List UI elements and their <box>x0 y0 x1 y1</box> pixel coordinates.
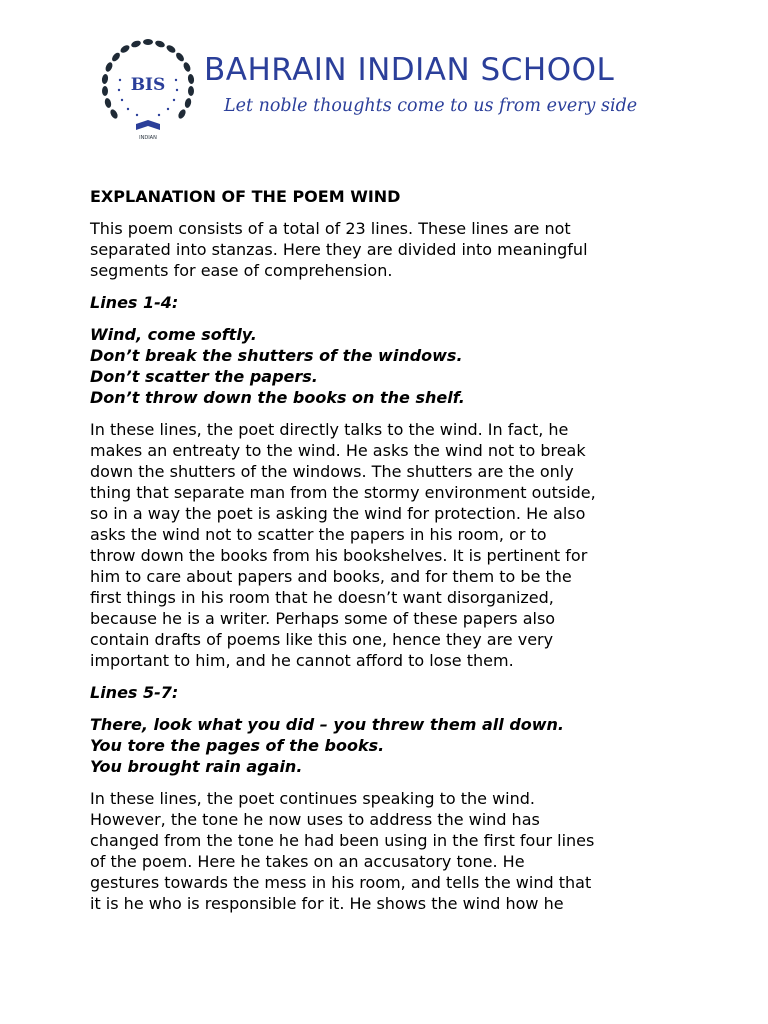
verse-line: Don’t throw down the books on the shelf. <box>90 388 465 407</box>
verse-line: You brought rain again. <box>90 757 303 776</box>
text-line: him to care about papers and books, and for them to be the <box>90 567 572 586</box>
text-line: important to him, and he cannot afford to lose them. <box>90 651 514 670</box>
text-line: However, the tone he now uses to address the wind has <box>90 810 540 829</box>
poem-verse <box>90 714 690 777</box>
verse-line: There, look what you did – you threw them all down. <box>90 715 565 734</box>
text-line: segments for ease of comprehension. <box>90 261 393 280</box>
explanation-paragraph <box>90 788 690 914</box>
text-line: In these lines, the poet continues speaking to the wind. <box>90 789 535 808</box>
explanation-paragraph <box>90 419 690 671</box>
text-line: makes an entreaty to the wind. He asks the wind not to break <box>90 441 586 460</box>
text-line: changed from the tone he had been using in the first four lines <box>90 831 595 850</box>
school-motto: Let noble thoughts come to us from every side <box>224 96 638 116</box>
section-heading: Lines 1-4: <box>90 293 179 312</box>
logo-initials: BIS <box>130 75 166 95</box>
text-line: down the shutters of the windows. The shutters are the only <box>90 462 574 481</box>
text-line: contain drafts of poems like this one, hence they are very <box>90 630 554 649</box>
text-line: so in a way the poet is asking the wind for protection. He also <box>90 504 586 523</box>
text-line: throw down the books from his bookshelves. It is pertinent for <box>90 546 588 565</box>
poem-verse <box>90 324 690 408</box>
text-line: it is he who is responsible for it. He shows the wind how he <box>90 894 564 913</box>
verse-line: Don’t break the shutters of the windows. <box>90 346 463 365</box>
school-name: BAHRAIN INDIAN SCHOOL <box>204 52 615 88</box>
text-line: thing that separate man from the stormy environment outside, <box>90 483 596 502</box>
document-body <box>90 186 690 925</box>
text-line: because he is a writer. Perhaps some of these papers also <box>90 609 556 628</box>
text-line: gestures towards the mess in his room, and tells the wind that <box>90 873 592 892</box>
text-line: separated into stanzas. Here they are divided into meaningful <box>90 240 588 259</box>
text-line: This poem consists of a total of 23 lines. These lines are not <box>90 219 571 238</box>
section-heading: Lines 5-7: <box>90 683 179 702</box>
school-header <box>96 36 696 146</box>
logo-subtext: INDIAN <box>139 135 157 141</box>
text-line: asks the wind not to scatter the papers in his room, or to <box>90 525 547 544</box>
document-title: EXPLANATION OF THE POEM WIND <box>90 187 401 206</box>
verse-line: Wind, come softly. <box>90 325 257 344</box>
verse-line: You tore the pages of the books. <box>90 736 385 755</box>
intro-paragraph <box>90 218 690 281</box>
verse-line: Don’t scatter the papers. <box>90 367 318 386</box>
school-logo-icon <box>96 36 200 142</box>
text-line: In these lines, the poet directly talks to the wind. In fact, he <box>90 420 569 439</box>
text-line: of the poem. Here he takes on an accusatory tone. He <box>90 852 525 871</box>
text-line: first things in his room that he doesn’t want disorganized, <box>90 588 554 607</box>
